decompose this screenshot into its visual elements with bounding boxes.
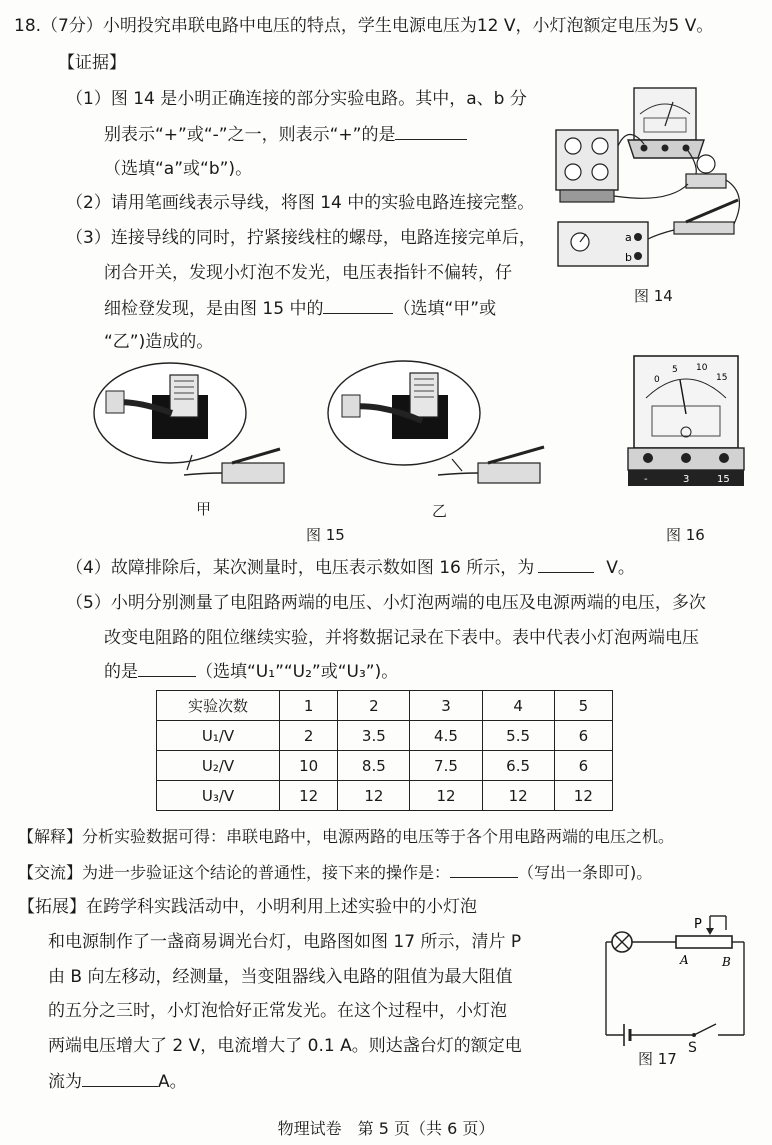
part-3-line-b: 闭合开关，发现小灯泡不发光，电压表指针不偏转，仔 xyxy=(104,263,512,283)
table-row xyxy=(157,781,613,811)
table-cell: 6 xyxy=(554,751,612,781)
section-exchange xyxy=(18,861,652,884)
part-1-line-a: （1）图 14 是小明正确连接的部分实验电路。其中，a、b 分 xyxy=(66,89,527,109)
meter-scale-5: 5 xyxy=(672,365,678,375)
extension-text-post: A。 xyxy=(158,1072,187,1092)
answer-blank-extension[interactable] xyxy=(82,1070,158,1087)
question-18-stem: 18.（7分）小明投究串联电路中电压的特点，学生电源电压为12 V，小灯泡额定电压为5 V。 xyxy=(14,16,714,36)
meter-term-3: 3 xyxy=(683,474,690,485)
figure-16-caption: 图 16 xyxy=(666,526,705,544)
table-cell: U₃/V xyxy=(157,781,280,811)
figure-17-caption: 图 17 xyxy=(638,1050,677,1068)
table-cell: 实验次数 xyxy=(157,691,280,721)
table-cell: 5.5 xyxy=(482,721,554,751)
section-extension-line-5: 两端电压增大了 2 V，电流增大了 0.1 A。则达盏台灯的额定电 xyxy=(48,1036,522,1056)
section-extension-line-4: 的五分之三时，小灯泡恰好正常发光。在这个过程中，小灯泡 xyxy=(48,1001,507,1021)
part-5-line-a: （5）小明分别测量了电阻路两端的电压、小灯泡两端的电压及电源两端的电压，多次 xyxy=(66,593,706,613)
table-cell: 12 xyxy=(280,781,338,811)
answer-blank-5[interactable] xyxy=(138,660,196,677)
meter-scale-15: 15 xyxy=(716,373,728,383)
table-cell: 7.5 xyxy=(410,751,482,781)
table-row xyxy=(157,721,613,751)
table-cell: 12 xyxy=(554,781,612,811)
part-5-text-post: （选填“U₁”“U₂”或“U₃”)。 xyxy=(196,662,399,682)
section-extension-line-1: 【拓展】在跨学科实践活动中，小明利用上述实验中的小灯泡 xyxy=(18,897,477,917)
page-footer: 物理试卷 第 5 页（共 6 页） xyxy=(277,1119,495,1138)
table-cell: 5 xyxy=(554,691,612,721)
end-a-label: A xyxy=(680,953,689,967)
part-3-text-post: （选填“甲”或 xyxy=(393,299,497,319)
table-cell: 6.5 xyxy=(482,751,554,781)
section-explain: 【解释】分析实验数据可得：串联电路中，电源两路的电压等于各个用电路两端的电压之机。 xyxy=(18,827,675,846)
table-row xyxy=(157,751,613,781)
figure-14-circuit-drawing xyxy=(548,84,763,284)
part-5-line-c xyxy=(104,660,398,683)
figure-15-label-jia: 甲 xyxy=(196,500,212,518)
answer-blank-exchange[interactable] xyxy=(450,861,518,878)
meter-term-15: 15 xyxy=(717,474,730,485)
table-cell: 12 xyxy=(482,781,554,811)
table-cell: 10 xyxy=(280,751,338,781)
table-cell: 1 xyxy=(280,691,338,721)
exchange-text-post: （写出一条即可)。 xyxy=(518,863,653,882)
answer-blank-4[interactable] xyxy=(538,556,594,573)
figure-16-voltmeter xyxy=(624,352,748,494)
part-4-line xyxy=(66,556,635,579)
figure-15-label-yi: 乙 xyxy=(432,502,448,520)
table-cell: 4 xyxy=(482,691,554,721)
figure-15-caption: 图 15 xyxy=(306,526,345,544)
meter-scale-0: 0 xyxy=(654,375,660,385)
table-cell: 2 xyxy=(280,721,338,751)
figure-15-switch-drawings xyxy=(92,355,562,505)
terminal-b-label: b xyxy=(625,251,632,264)
switch-s-label: S xyxy=(688,1040,697,1056)
data-table xyxy=(156,690,613,811)
meter-scale-10: 10 xyxy=(696,363,708,373)
table-cell: 6 xyxy=(554,721,612,751)
table-cell: 2 xyxy=(338,691,410,721)
figure-17-circuit-diagram xyxy=(596,910,752,1050)
table-cell: U₁/V xyxy=(157,721,280,751)
section-extension-line-6 xyxy=(48,1070,187,1093)
answer-blank-1[interactable] xyxy=(395,123,467,140)
answer-blank-3[interactable] xyxy=(323,297,393,314)
part-5-text-pre: 的是 xyxy=(104,662,138,682)
section-extension-line-2: 和电源制作了一盏商易调光台灯，电路图如图 17 所示，清片 P xyxy=(48,932,522,952)
slider-p-label: P xyxy=(694,917,702,932)
figure-14-caption: 图 14 xyxy=(634,287,673,305)
part-1-line-c: （选填“a”或“b”)。 xyxy=(104,159,253,179)
extension-text-pre: 流为 xyxy=(48,1072,82,1092)
exchange-text-pre: 【交流】为进一步验证这个结论的普通性，接下来的操作是： xyxy=(18,863,451,882)
table-cell: 3 xyxy=(410,691,482,721)
part-5-line-b: 改变电阻路的阻位继续实验，并将数据记录在下表中。表中代表小灯泡两端电压 xyxy=(104,628,699,648)
part-4-text-post: V。 xyxy=(606,558,635,578)
part-1-line-b xyxy=(104,123,467,146)
part-3-line-d: “乙”)造成的。 xyxy=(104,332,214,352)
table-cell: 8.5 xyxy=(338,751,410,781)
meter-term-minus: - xyxy=(644,474,648,485)
part-3-line-a: （3）连接导线的同时，拧紧接线柱的螺母，电路连接完单后， xyxy=(66,228,536,248)
table-cell: 4.5 xyxy=(410,721,482,751)
end-b-label: B xyxy=(722,955,731,969)
part-3-line-c xyxy=(104,297,496,320)
section-extension-line-3: 由 B 向左移动，经测量，当变阻器线入电路的阻值为最大阻值 xyxy=(48,967,513,987)
section-evidence: 【证据】 xyxy=(58,53,126,73)
part-3-text-pre: 细检登发现，是由图 15 中的 xyxy=(104,299,324,319)
table-cell: 12 xyxy=(338,781,410,811)
terminal-a-label: a xyxy=(625,231,632,244)
table-header-row xyxy=(157,691,613,721)
part-4-text-pre: （4）故障排除后，某次测量时，电压表示数如图 16 所示，为 xyxy=(66,558,535,578)
part-1-text: 别表示“+”或“-”之一，则表示“+”的是 xyxy=(104,125,396,145)
table-cell: U₂/V xyxy=(157,751,280,781)
table-cell: 12 xyxy=(410,781,482,811)
part-2-line: （2）请用笔画线表示导线，将图 14 中的实验电路连接完整。 xyxy=(66,193,535,213)
table-cell: 3.5 xyxy=(338,721,410,751)
